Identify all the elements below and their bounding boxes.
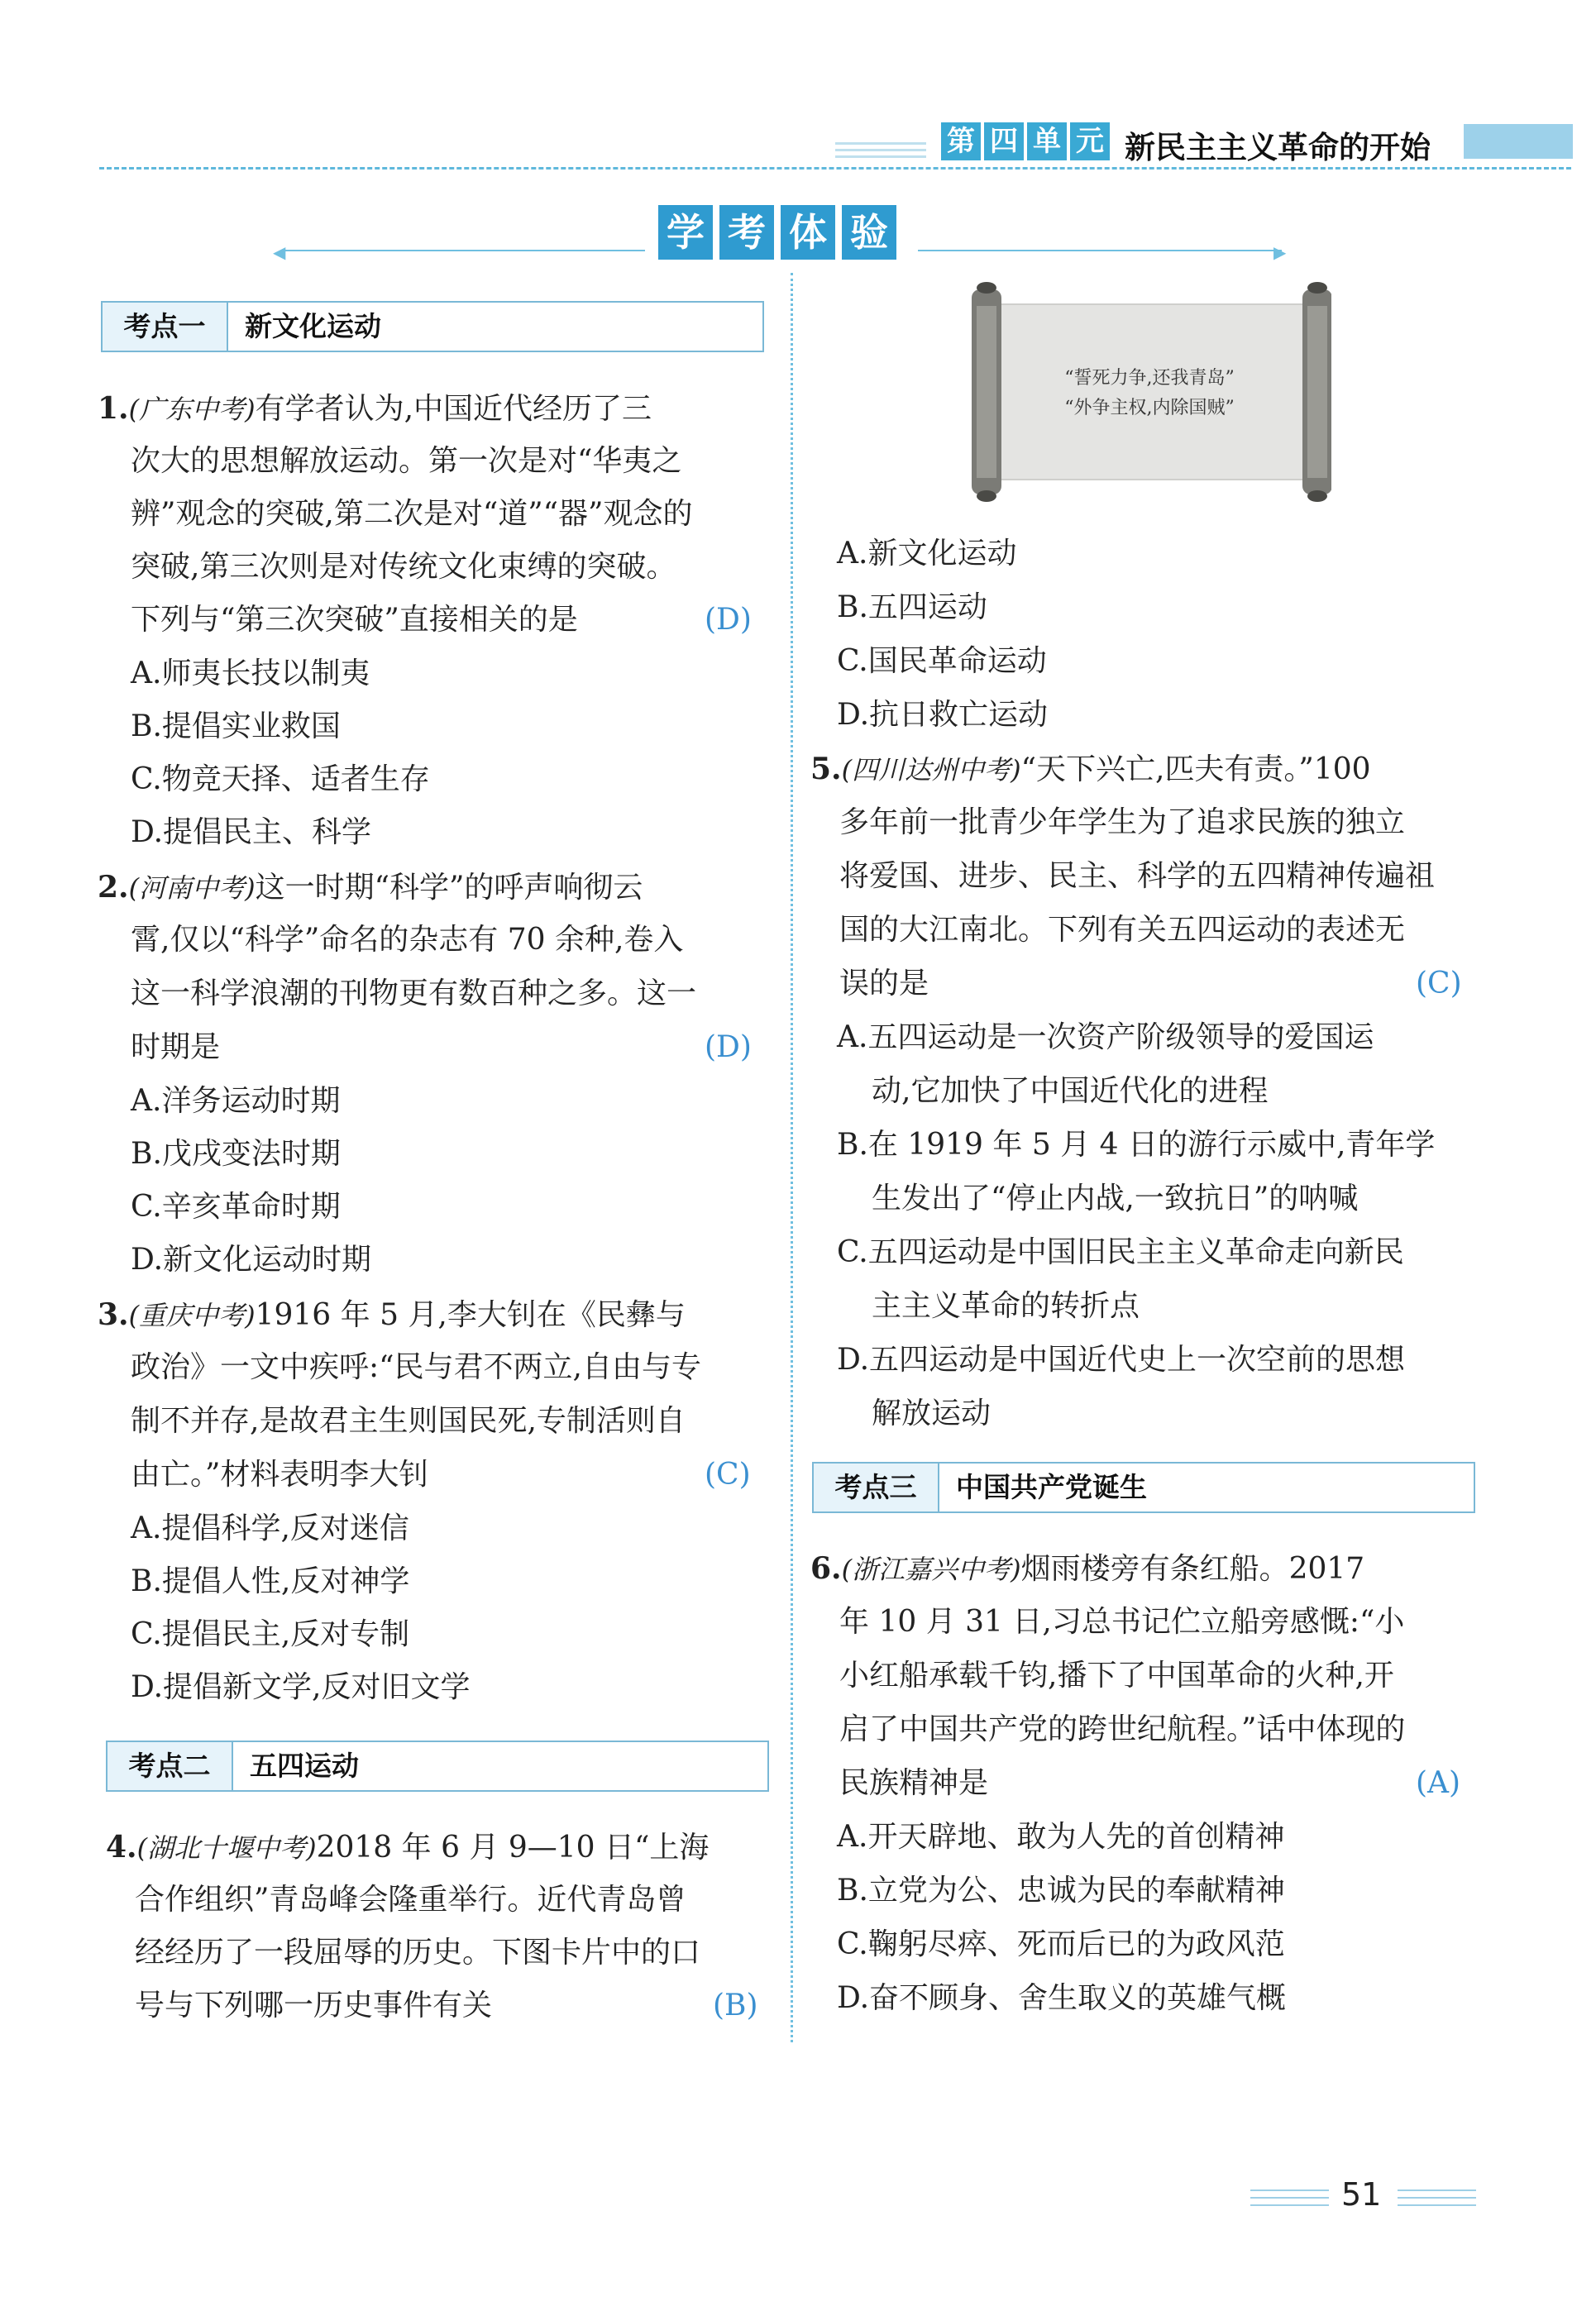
page-number: 51 — [1341, 2176, 1382, 2213]
scroll-slogan-1: “誓死力争,还我青岛” — [1064, 368, 1235, 389]
header-bar — [1464, 124, 1573, 159]
option-item: B.立党为公、忠诚为民的奉献精神 — [837, 1874, 1285, 1908]
question-1-line: 突破,第三次则是对传统文化束缚的突破。 — [131, 550, 676, 584]
banner-char: 验 — [842, 205, 896, 260]
question-source: (重庆中考) — [128, 1300, 256, 1331]
section-label: 考点二 — [108, 1742, 233, 1790]
option-item-cont: 生发出了“停止内战,一致抗日”的呐喊 — [872, 1182, 1359, 1215]
scroll-slogan-2: “外争主权,内除国贼” — [1064, 398, 1235, 418]
option-item: C.鞠躬尽瘁、死而后已的为政风范 — [837, 1927, 1285, 1961]
scroll-illustration — [968, 281, 1331, 503]
question-4-line — [106, 1829, 709, 1866]
unit-char: 四 — [984, 122, 1024, 160]
question-number: 2. — [98, 870, 129, 905]
question-3-line — [98, 1296, 686, 1334]
question-1-line: 辨”观念的突破,第二次是对“道”“器”观念的 — [131, 497, 693, 531]
question-2-line: 这一科学浪潮的刊物更有数百种之多。这一 — [131, 977, 697, 1010]
question-1-line: 次大的思想解放运动。第一次是对“华夷之 — [131, 444, 682, 478]
question-6-line: 年 10 月 31 日,习总书记伫立船旁感慨:“小 — [839, 1605, 1405, 1639]
arrow-right-icon: ▶ — [1273, 242, 1287, 262]
option-item: A.提倡科学,反对迷信 — [131, 1511, 409, 1545]
question-text: “天下兴亡,匹夫有责。”100 — [1020, 752, 1371, 786]
option-item: C.五四运动是中国旧民主主义革命走向新民 — [837, 1235, 1404, 1269]
question-6-line: 民族精神是 — [839, 1766, 989, 1800]
option-item-cont: 主主义革命的转折点 — [872, 1289, 1140, 1323]
option-item-cont: 动,它加快了中国近代化的进程 — [872, 1074, 1269, 1108]
question-5-line: 国的大江南北。下列有关五四运动的表述无 — [839, 913, 1406, 947]
question-1-line — [98, 390, 652, 427]
scroll-card-image — [968, 281, 1331, 503]
question-6-line — [810, 1550, 1364, 1588]
question-text: 烟雨楼旁有条红船。2017 — [1020, 1552, 1365, 1586]
option-item: C.物竞天择、适者生存 — [131, 762, 430, 796]
option-item: A.新文化运动 — [837, 537, 1017, 571]
option-item: A.五四运动是一次资产阶级领导的爱国运 — [837, 1020, 1374, 1054]
header-decoration — [835, 142, 926, 165]
option-item: D.抗日救亡运动 — [837, 698, 1049, 732]
question-5-line: 多年前一批青少年学生为了追求民族的独立 — [839, 805, 1406, 839]
question-6-line: 启了中国共产党的跨世纪航程。”话中体现的 — [839, 1712, 1406, 1746]
answer-label: (D) — [705, 1030, 752, 1064]
section-header-2 — [106, 1741, 769, 1792]
question-number: 5. — [810, 752, 842, 786]
option-item: D.提倡民主、科学 — [131, 815, 372, 849]
question-5-line: 误的是 — [839, 967, 929, 1000]
question-4-line: 号与下列哪一历史事件有关 — [135, 1989, 493, 2022]
answer-label: (C) — [1416, 967, 1462, 1000]
question-source: (四川达州中考) — [841, 754, 1021, 786]
question-4-line: 合作组织”青岛峰会隆重举行。近代青岛曾 — [135, 1883, 686, 1917]
question-number: 4. — [106, 1830, 137, 1865]
question-number: 6. — [810, 1551, 842, 1586]
option-item: D.五四运动是中国近代史上一次空前的思想 — [837, 1343, 1406, 1377]
question-source: (河南中考) — [128, 872, 256, 904]
unit-char: 第 — [941, 122, 981, 160]
question-2-line: 时期是 — [131, 1030, 221, 1064]
section-header-3 — [812, 1462, 1475, 1513]
option-item: A.开天辟地、敢为人先的首创精神 — [837, 1820, 1285, 1854]
banner-line-left — [281, 250, 645, 251]
arrow-left-icon: ◀ — [273, 242, 286, 262]
page-number-decoration — [1398, 2189, 1476, 2212]
option-item: B.戊戌变法时期 — [131, 1137, 341, 1171]
option-item-cont: 解放运动 — [872, 1397, 992, 1430]
question-text: 这一时期“科学”的呼声响彻云 — [255, 871, 643, 905]
question-text: 1916 年 5 月,李大钊在《民彝与 — [255, 1298, 686, 1332]
unit-title: 新民主主义革命的开始 — [1125, 130, 1431, 165]
option-item: B.在 1919 年 5 月 4 日的游行示威中,青年学 — [837, 1128, 1436, 1162]
answer-label: (C) — [705, 1458, 751, 1492]
unit-char: 元 — [1070, 122, 1110, 160]
option-item: B.提倡实业救国 — [131, 709, 341, 743]
question-text: 2018 年 6 月 9—10 日“上海 — [316, 1831, 710, 1865]
option-item: C.辛亥革命时期 — [131, 1190, 341, 1224]
section-title: 新文化运动 — [245, 310, 381, 342]
answer-label: (D) — [705, 603, 752, 637]
question-source: (浙江嘉兴中考) — [841, 1554, 1021, 1585]
question-5-line — [810, 751, 1371, 788]
question-text: 有学者认为,中国近代经历了三 — [255, 392, 652, 426]
section-title: 五四运动 — [250, 1750, 359, 1782]
section-label: 考点三 — [814, 1464, 939, 1511]
banner-char: 体 — [781, 205, 835, 260]
banner-char: 学 — [658, 205, 713, 260]
question-2-line — [98, 869, 643, 906]
option-item: B.提倡人性,反对神学 — [131, 1564, 410, 1598]
section-title: 中国共产党诞生 — [956, 1471, 1147, 1503]
question-1-line: 下列与“第三次突破”直接相关的是 — [131, 603, 578, 637]
option-item: B.五四运动 — [837, 590, 987, 624]
question-source: (湖北十堰中考) — [136, 1832, 317, 1864]
question-source: (广东中考) — [128, 394, 256, 425]
question-2-line: 霄,仅以“科学”命名的杂志有 70 余种,卷入 — [131, 923, 684, 957]
column-divider — [791, 273, 793, 2042]
question-3-line: 政治》一文中疾呼:“民与君不两立,自由与专 — [131, 1350, 701, 1384]
option-item: C.提倡民主,反对专制 — [131, 1617, 410, 1651]
page-number-decoration — [1250, 2189, 1329, 2212]
question-number: 1. — [98, 391, 129, 426]
answer-label: (B) — [713, 1989, 758, 2022]
banner-line-right — [918, 250, 1282, 251]
option-item: A.洋务运动时期 — [131, 1084, 341, 1118]
section-label: 考点一 — [103, 303, 228, 351]
header-divider — [99, 167, 1571, 170]
option-item: D.提倡新文学,反对旧文学 — [131, 1670, 471, 1704]
banner-char: 考 — [719, 205, 774, 260]
answer-label: (A) — [1416, 1766, 1461, 1800]
question-3-line: 由亡。”材料表明李大钊 — [131, 1458, 429, 1492]
question-5-line: 将爱国、进步、民主、科学的五四精神传遍祖 — [839, 859, 1436, 893]
option-item: D.奋不顾身、舍生取义的英雄气概 — [837, 1981, 1287, 2015]
option-item: A.师夷长技以制夷 — [131, 657, 370, 690]
option-item: D.新文化运动时期 — [131, 1243, 372, 1277]
question-3-line: 制不并存,是故君主生则国民死,专制活则自 — [131, 1404, 686, 1438]
question-4-line: 经经历了一段屈辱的历史。下图卡片中的口 — [135, 1936, 701, 1970]
option-item: C.国民革命运动 — [837, 644, 1047, 678]
unit-char: 单 — [1027, 122, 1067, 160]
question-6-line: 小红船承载千钧,播下了中国革命的火种,开 — [839, 1659, 1394, 1693]
section-header-1 — [101, 301, 764, 352]
question-number: 3. — [98, 1297, 129, 1332]
